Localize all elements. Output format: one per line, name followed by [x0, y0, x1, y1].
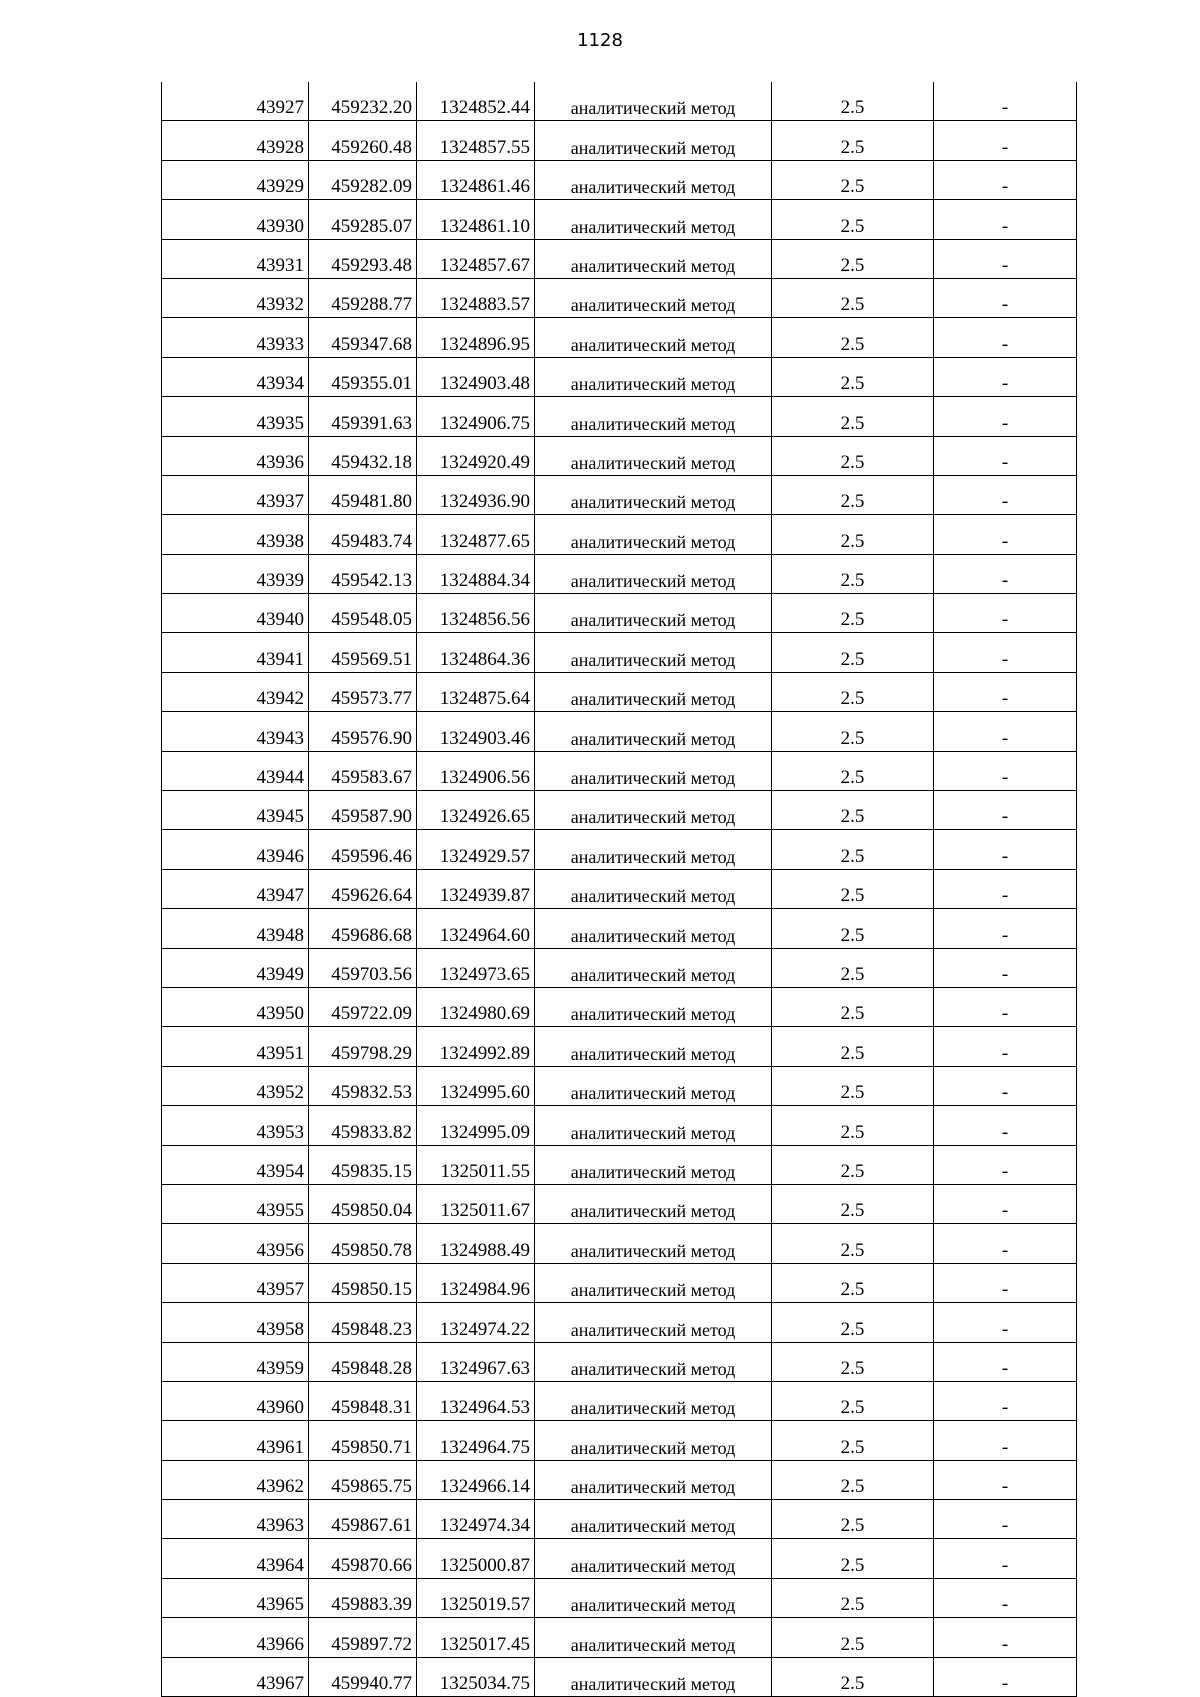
note-cell: -	[934, 397, 1077, 436]
note-cell: -	[934, 909, 1077, 948]
point-number-cell: 43937	[162, 475, 309, 514]
table-row	[162, 397, 1077, 436]
table-row	[162, 1184, 1077, 1223]
point-number-cell: 43951	[162, 1027, 309, 1066]
table-row	[162, 987, 1077, 1026]
note-cell: -	[934, 200, 1077, 239]
note-cell: -	[934, 672, 1077, 711]
table-row	[162, 121, 1077, 160]
page-number: 1128	[577, 30, 623, 51]
method-cell: аналитический метод	[535, 751, 772, 790]
table-row	[162, 948, 1077, 987]
x-coordinate-cell: 459722.09	[309, 987, 417, 1026]
table-row	[162, 712, 1077, 751]
x-coordinate-cell: 459260.48	[309, 121, 417, 160]
table-row	[162, 791, 1077, 830]
point-number-cell: 43940	[162, 594, 309, 633]
x-coordinate-cell: 459288.77	[309, 278, 417, 317]
point-number-cell: 43950	[162, 987, 309, 1026]
x-coordinate-cell: 459703.56	[309, 948, 417, 987]
accuracy-cell: 2.5	[772, 1184, 934, 1223]
point-number-cell: 43939	[162, 554, 309, 593]
note-cell: -	[934, 1066, 1077, 1105]
method-cell: аналитический метод	[535, 1421, 772, 1460]
accuracy-cell: 2.5	[772, 1578, 934, 1617]
table-row	[162, 1263, 1077, 1302]
x-coordinate-cell: 459232.20	[309, 82, 417, 121]
x-coordinate-cell: 459686.68	[309, 909, 417, 948]
x-coordinate-cell: 459850.04	[309, 1184, 417, 1223]
y-coordinate-cell: 1324926.65	[417, 791, 535, 830]
point-number-cell: 43944	[162, 751, 309, 790]
y-coordinate-cell: 1324864.36	[417, 633, 535, 672]
note-cell: -	[934, 1578, 1077, 1617]
accuracy-cell: 2.5	[772, 1027, 934, 1066]
x-coordinate-cell: 459391.63	[309, 397, 417, 436]
note-cell: -	[934, 515, 1077, 554]
point-number-cell: 43966	[162, 1618, 309, 1657]
accuracy-cell: 2.5	[772, 515, 934, 554]
table-row	[162, 1657, 1077, 1696]
note-cell: -	[934, 1618, 1077, 1657]
x-coordinate-cell: 459596.46	[309, 830, 417, 869]
note-cell: -	[934, 1460, 1077, 1499]
accuracy-cell: 2.5	[772, 869, 934, 908]
accuracy-cell: 2.5	[772, 436, 934, 475]
x-coordinate-cell: 459848.31	[309, 1381, 417, 1420]
method-cell: аналитический метод	[535, 594, 772, 633]
method-cell: аналитический метод	[535, 554, 772, 593]
method-cell: аналитический метод	[535, 791, 772, 830]
x-coordinate-cell: 459481.80	[309, 475, 417, 514]
x-coordinate-cell: 459542.13	[309, 554, 417, 593]
note-cell: -	[934, 82, 1077, 121]
y-coordinate-cell: 1324920.49	[417, 436, 535, 475]
y-coordinate-cell: 1324966.14	[417, 1460, 535, 1499]
method-cell: аналитический метод	[535, 909, 772, 948]
accuracy-cell: 2.5	[772, 1618, 934, 1657]
point-number-cell: 43931	[162, 239, 309, 278]
note-cell: -	[934, 712, 1077, 751]
coordinates-table	[161, 82, 1077, 1697]
table-row	[162, 672, 1077, 711]
method-cell: аналитический метод	[535, 1381, 772, 1420]
x-coordinate-cell: 459432.18	[309, 436, 417, 475]
y-coordinate-cell: 1325017.45	[417, 1618, 535, 1657]
note-cell: -	[934, 1500, 1077, 1539]
point-number-cell: 43933	[162, 318, 309, 357]
x-coordinate-cell: 459833.82	[309, 1106, 417, 1145]
x-coordinate-cell: 459548.05	[309, 594, 417, 633]
x-coordinate-cell: 459576.90	[309, 712, 417, 751]
point-number-cell: 43946	[162, 830, 309, 869]
y-coordinate-cell: 1324973.65	[417, 948, 535, 987]
accuracy-cell: 2.5	[772, 475, 934, 514]
y-coordinate-cell: 1324964.53	[417, 1381, 535, 1420]
y-coordinate-cell: 1324861.10	[417, 200, 535, 239]
y-coordinate-cell: 1324883.57	[417, 278, 535, 317]
y-coordinate-cell: 1325019.57	[417, 1578, 535, 1617]
point-number-cell: 43947	[162, 869, 309, 908]
point-number-cell: 43963	[162, 1500, 309, 1539]
y-coordinate-cell: 1324992.89	[417, 1027, 535, 1066]
y-coordinate-cell: 1324861.46	[417, 160, 535, 199]
y-coordinate-cell: 1324857.67	[417, 239, 535, 278]
point-number-cell: 43965	[162, 1578, 309, 1617]
point-number-cell: 43962	[162, 1460, 309, 1499]
y-coordinate-cell: 1324974.22	[417, 1303, 535, 1342]
x-coordinate-cell: 459883.39	[309, 1578, 417, 1617]
accuracy-cell: 2.5	[772, 1106, 934, 1145]
point-number-cell: 43952	[162, 1066, 309, 1105]
note-cell: -	[934, 1145, 1077, 1184]
point-number-cell: 43957	[162, 1263, 309, 1302]
method-cell: аналитический метод	[535, 1224, 772, 1263]
y-coordinate-cell: 1324988.49	[417, 1224, 535, 1263]
x-coordinate-cell: 459848.23	[309, 1303, 417, 1342]
accuracy-cell: 2.5	[772, 1657, 934, 1696]
x-coordinate-cell: 459587.90	[309, 791, 417, 830]
table-row	[162, 1618, 1077, 1657]
accuracy-cell: 2.5	[772, 318, 934, 357]
table-row	[162, 1106, 1077, 1145]
method-cell: аналитический метод	[535, 1500, 772, 1539]
y-coordinate-cell: 1324980.69	[417, 987, 535, 1026]
table-row	[162, 200, 1077, 239]
table-row	[162, 436, 1077, 475]
note-cell: -	[934, 1381, 1077, 1420]
x-coordinate-cell: 459569.51	[309, 633, 417, 672]
method-cell: аналитический метод	[535, 357, 772, 396]
y-coordinate-cell: 1324929.57	[417, 830, 535, 869]
accuracy-cell: 2.5	[772, 594, 934, 633]
table-row	[162, 1066, 1077, 1105]
table-row	[162, 1381, 1077, 1420]
x-coordinate-cell: 459583.67	[309, 751, 417, 790]
method-cell: аналитический метод	[535, 436, 772, 475]
method-cell: аналитический метод	[535, 475, 772, 514]
point-number-cell: 43960	[162, 1381, 309, 1420]
note-cell: -	[934, 1027, 1077, 1066]
point-number-cell: 43927	[162, 82, 309, 121]
accuracy-cell: 2.5	[772, 278, 934, 317]
note-cell: -	[934, 633, 1077, 672]
x-coordinate-cell: 459798.29	[309, 1027, 417, 1066]
accuracy-cell: 2.5	[772, 1460, 934, 1499]
point-number-cell: 43961	[162, 1421, 309, 1460]
note-cell: -	[934, 121, 1077, 160]
note-cell: -	[934, 594, 1077, 633]
note-cell: -	[934, 436, 1077, 475]
accuracy-cell: 2.5	[772, 554, 934, 593]
accuracy-cell: 2.5	[772, 121, 934, 160]
y-coordinate-cell: 1324857.55	[417, 121, 535, 160]
y-coordinate-cell: 1324995.60	[417, 1066, 535, 1105]
note-cell: -	[934, 357, 1077, 396]
table-row	[162, 239, 1077, 278]
accuracy-cell: 2.5	[772, 830, 934, 869]
point-number-cell: 43941	[162, 633, 309, 672]
note-cell: -	[934, 1184, 1077, 1223]
coordinates-table-body	[162, 82, 1077, 1697]
table-row	[162, 1342, 1077, 1381]
accuracy-cell: 2.5	[772, 1066, 934, 1105]
table-row	[162, 554, 1077, 593]
point-number-cell: 43942	[162, 672, 309, 711]
point-number-cell: 43943	[162, 712, 309, 751]
table-row	[162, 830, 1077, 869]
y-coordinate-cell: 1325011.55	[417, 1145, 535, 1184]
x-coordinate-cell: 459355.01	[309, 357, 417, 396]
accuracy-cell: 2.5	[772, 1145, 934, 1184]
point-number-cell: 43949	[162, 948, 309, 987]
table-row	[162, 318, 1077, 357]
y-coordinate-cell: 1324974.34	[417, 1500, 535, 1539]
x-coordinate-cell: 459832.53	[309, 1066, 417, 1105]
method-cell: аналитический метод	[535, 1145, 772, 1184]
point-number-cell: 43932	[162, 278, 309, 317]
table-row	[162, 475, 1077, 514]
method-cell: аналитический метод	[535, 278, 772, 317]
method-cell: аналитический метод	[535, 1342, 772, 1381]
y-coordinate-cell: 1324877.65	[417, 515, 535, 554]
method-cell: аналитический метод	[535, 82, 772, 121]
point-number-cell: 43929	[162, 160, 309, 199]
accuracy-cell: 2.5	[772, 357, 934, 396]
note-cell: -	[934, 239, 1077, 278]
accuracy-cell: 2.5	[772, 82, 934, 121]
point-number-cell: 43948	[162, 909, 309, 948]
accuracy-cell: 2.5	[772, 751, 934, 790]
note-cell: -	[934, 1539, 1077, 1578]
point-number-cell: 43935	[162, 397, 309, 436]
method-cell: аналитический метод	[535, 633, 772, 672]
y-coordinate-cell: 1324984.96	[417, 1263, 535, 1302]
accuracy-cell: 2.5	[772, 1500, 934, 1539]
y-coordinate-cell: 1325034.75	[417, 1657, 535, 1696]
x-coordinate-cell: 459285.07	[309, 200, 417, 239]
accuracy-cell: 2.5	[772, 397, 934, 436]
method-cell: аналитический метод	[535, 987, 772, 1026]
y-coordinate-cell: 1324939.87	[417, 869, 535, 908]
method-cell: аналитический метод	[535, 397, 772, 436]
x-coordinate-cell: 459940.77	[309, 1657, 417, 1696]
x-coordinate-cell: 459850.15	[309, 1263, 417, 1302]
x-coordinate-cell: 459282.09	[309, 160, 417, 199]
method-cell: аналитический метод	[535, 1027, 772, 1066]
note-cell: -	[934, 791, 1077, 830]
point-number-cell: 43938	[162, 515, 309, 554]
method-cell: аналитический метод	[535, 869, 772, 908]
method-cell: аналитический метод	[535, 1106, 772, 1145]
x-coordinate-cell: 459870.66	[309, 1539, 417, 1578]
point-number-cell: 43967	[162, 1657, 309, 1696]
y-coordinate-cell: 1324884.34	[417, 554, 535, 593]
table-row	[162, 751, 1077, 790]
table-row	[162, 1224, 1077, 1263]
accuracy-cell: 2.5	[772, 791, 934, 830]
x-coordinate-cell: 459867.61	[309, 1500, 417, 1539]
note-cell: -	[934, 278, 1077, 317]
y-coordinate-cell: 1324903.46	[417, 712, 535, 751]
point-number-cell: 43953	[162, 1106, 309, 1145]
table-row	[162, 1500, 1077, 1539]
method-cell: аналитический метод	[535, 1184, 772, 1223]
method-cell: аналитический метод	[535, 1066, 772, 1105]
table-row	[162, 1027, 1077, 1066]
note-cell: -	[934, 554, 1077, 593]
accuracy-cell: 2.5	[772, 160, 934, 199]
x-coordinate-cell: 459865.75	[309, 1460, 417, 1499]
y-coordinate-cell: 1324875.64	[417, 672, 535, 711]
table-row	[162, 1460, 1077, 1499]
y-coordinate-cell: 1325011.67	[417, 1184, 535, 1223]
point-number-cell: 43936	[162, 436, 309, 475]
x-coordinate-cell: 459626.64	[309, 869, 417, 908]
method-cell: аналитический метод	[535, 318, 772, 357]
note-cell: -	[934, 318, 1077, 357]
accuracy-cell: 2.5	[772, 200, 934, 239]
point-number-cell: 43928	[162, 121, 309, 160]
note-cell: -	[934, 1342, 1077, 1381]
accuracy-cell: 2.5	[772, 1539, 934, 1578]
table-row	[162, 82, 1077, 121]
y-coordinate-cell: 1324964.75	[417, 1421, 535, 1460]
point-number-cell: 43934	[162, 357, 309, 396]
x-coordinate-cell: 459573.77	[309, 672, 417, 711]
y-coordinate-cell: 1324995.09	[417, 1106, 535, 1145]
note-cell: -	[934, 475, 1077, 514]
method-cell: аналитический метод	[535, 1460, 772, 1499]
note-cell: -	[934, 751, 1077, 790]
point-number-cell: 43964	[162, 1539, 309, 1578]
table-row	[162, 1421, 1077, 1460]
note-cell: -	[934, 1421, 1077, 1460]
table-row	[162, 594, 1077, 633]
table-row	[162, 869, 1077, 908]
note-cell: -	[934, 869, 1077, 908]
point-number-cell: 43954	[162, 1145, 309, 1184]
point-number-cell: 43930	[162, 200, 309, 239]
table-row	[162, 1145, 1077, 1184]
table-row	[162, 1578, 1077, 1617]
x-coordinate-cell: 459835.15	[309, 1145, 417, 1184]
accuracy-cell: 2.5	[772, 948, 934, 987]
accuracy-cell: 2.5	[772, 909, 934, 948]
method-cell: аналитический метод	[535, 712, 772, 751]
accuracy-cell: 2.5	[772, 987, 934, 1026]
y-coordinate-cell: 1324856.56	[417, 594, 535, 633]
x-coordinate-cell: 459293.48	[309, 239, 417, 278]
note-cell: -	[934, 1263, 1077, 1302]
point-number-cell: 43959	[162, 1342, 309, 1381]
note-cell: -	[934, 1657, 1077, 1696]
method-cell: аналитический метод	[535, 121, 772, 160]
table-row	[162, 357, 1077, 396]
method-cell: аналитический метод	[535, 1618, 772, 1657]
point-number-cell: 43956	[162, 1224, 309, 1263]
x-coordinate-cell: 459848.28	[309, 1342, 417, 1381]
method-cell: аналитический метод	[535, 160, 772, 199]
table-row	[162, 515, 1077, 554]
y-coordinate-cell: 1324967.63	[417, 1342, 535, 1381]
accuracy-cell: 2.5	[772, 1342, 934, 1381]
note-cell: -	[934, 1106, 1077, 1145]
x-coordinate-cell: 459483.74	[309, 515, 417, 554]
point-number-cell: 43945	[162, 791, 309, 830]
table-row	[162, 278, 1077, 317]
note-cell: -	[934, 1224, 1077, 1263]
method-cell: аналитический метод	[535, 515, 772, 554]
table-row	[162, 1303, 1077, 1342]
y-coordinate-cell: 1324936.90	[417, 475, 535, 514]
point-number-cell: 43958	[162, 1303, 309, 1342]
method-cell: аналитический метод	[535, 1578, 772, 1617]
accuracy-cell: 2.5	[772, 712, 934, 751]
accuracy-cell: 2.5	[772, 672, 934, 711]
point-number-cell: 43955	[162, 1184, 309, 1223]
y-coordinate-cell: 1324852.44	[417, 82, 535, 121]
method-cell: аналитический метод	[535, 1303, 772, 1342]
method-cell: аналитический метод	[535, 200, 772, 239]
method-cell: аналитический метод	[535, 830, 772, 869]
accuracy-cell: 2.5	[772, 1303, 934, 1342]
y-coordinate-cell: 1325000.87	[417, 1539, 535, 1578]
accuracy-cell: 2.5	[772, 1381, 934, 1420]
x-coordinate-cell: 459347.68	[309, 318, 417, 357]
table-row	[162, 1539, 1077, 1578]
y-coordinate-cell: 1324903.48	[417, 357, 535, 396]
note-cell: -	[934, 160, 1077, 199]
table-row	[162, 909, 1077, 948]
x-coordinate-cell: 459850.71	[309, 1421, 417, 1460]
accuracy-cell: 2.5	[772, 239, 934, 278]
method-cell: аналитический метод	[535, 1657, 772, 1696]
note-cell: -	[934, 1303, 1077, 1342]
table-row	[162, 160, 1077, 199]
accuracy-cell: 2.5	[772, 633, 934, 672]
method-cell: аналитический метод	[535, 948, 772, 987]
table-row	[162, 633, 1077, 672]
accuracy-cell: 2.5	[772, 1224, 934, 1263]
y-coordinate-cell: 1324896.95	[417, 318, 535, 357]
note-cell: -	[934, 987, 1077, 1026]
x-coordinate-cell: 459850.78	[309, 1224, 417, 1263]
y-coordinate-cell: 1324964.60	[417, 909, 535, 948]
note-cell: -	[934, 830, 1077, 869]
method-cell: аналитический метод	[535, 239, 772, 278]
accuracy-cell: 2.5	[772, 1263, 934, 1302]
x-coordinate-cell: 459897.72	[309, 1618, 417, 1657]
method-cell: аналитический метод	[535, 1263, 772, 1302]
method-cell: аналитический метод	[535, 672, 772, 711]
method-cell: аналитический метод	[535, 1539, 772, 1578]
y-coordinate-cell: 1324906.56	[417, 751, 535, 790]
y-coordinate-cell: 1324906.75	[417, 397, 535, 436]
note-cell: -	[934, 948, 1077, 987]
accuracy-cell: 2.5	[772, 1421, 934, 1460]
